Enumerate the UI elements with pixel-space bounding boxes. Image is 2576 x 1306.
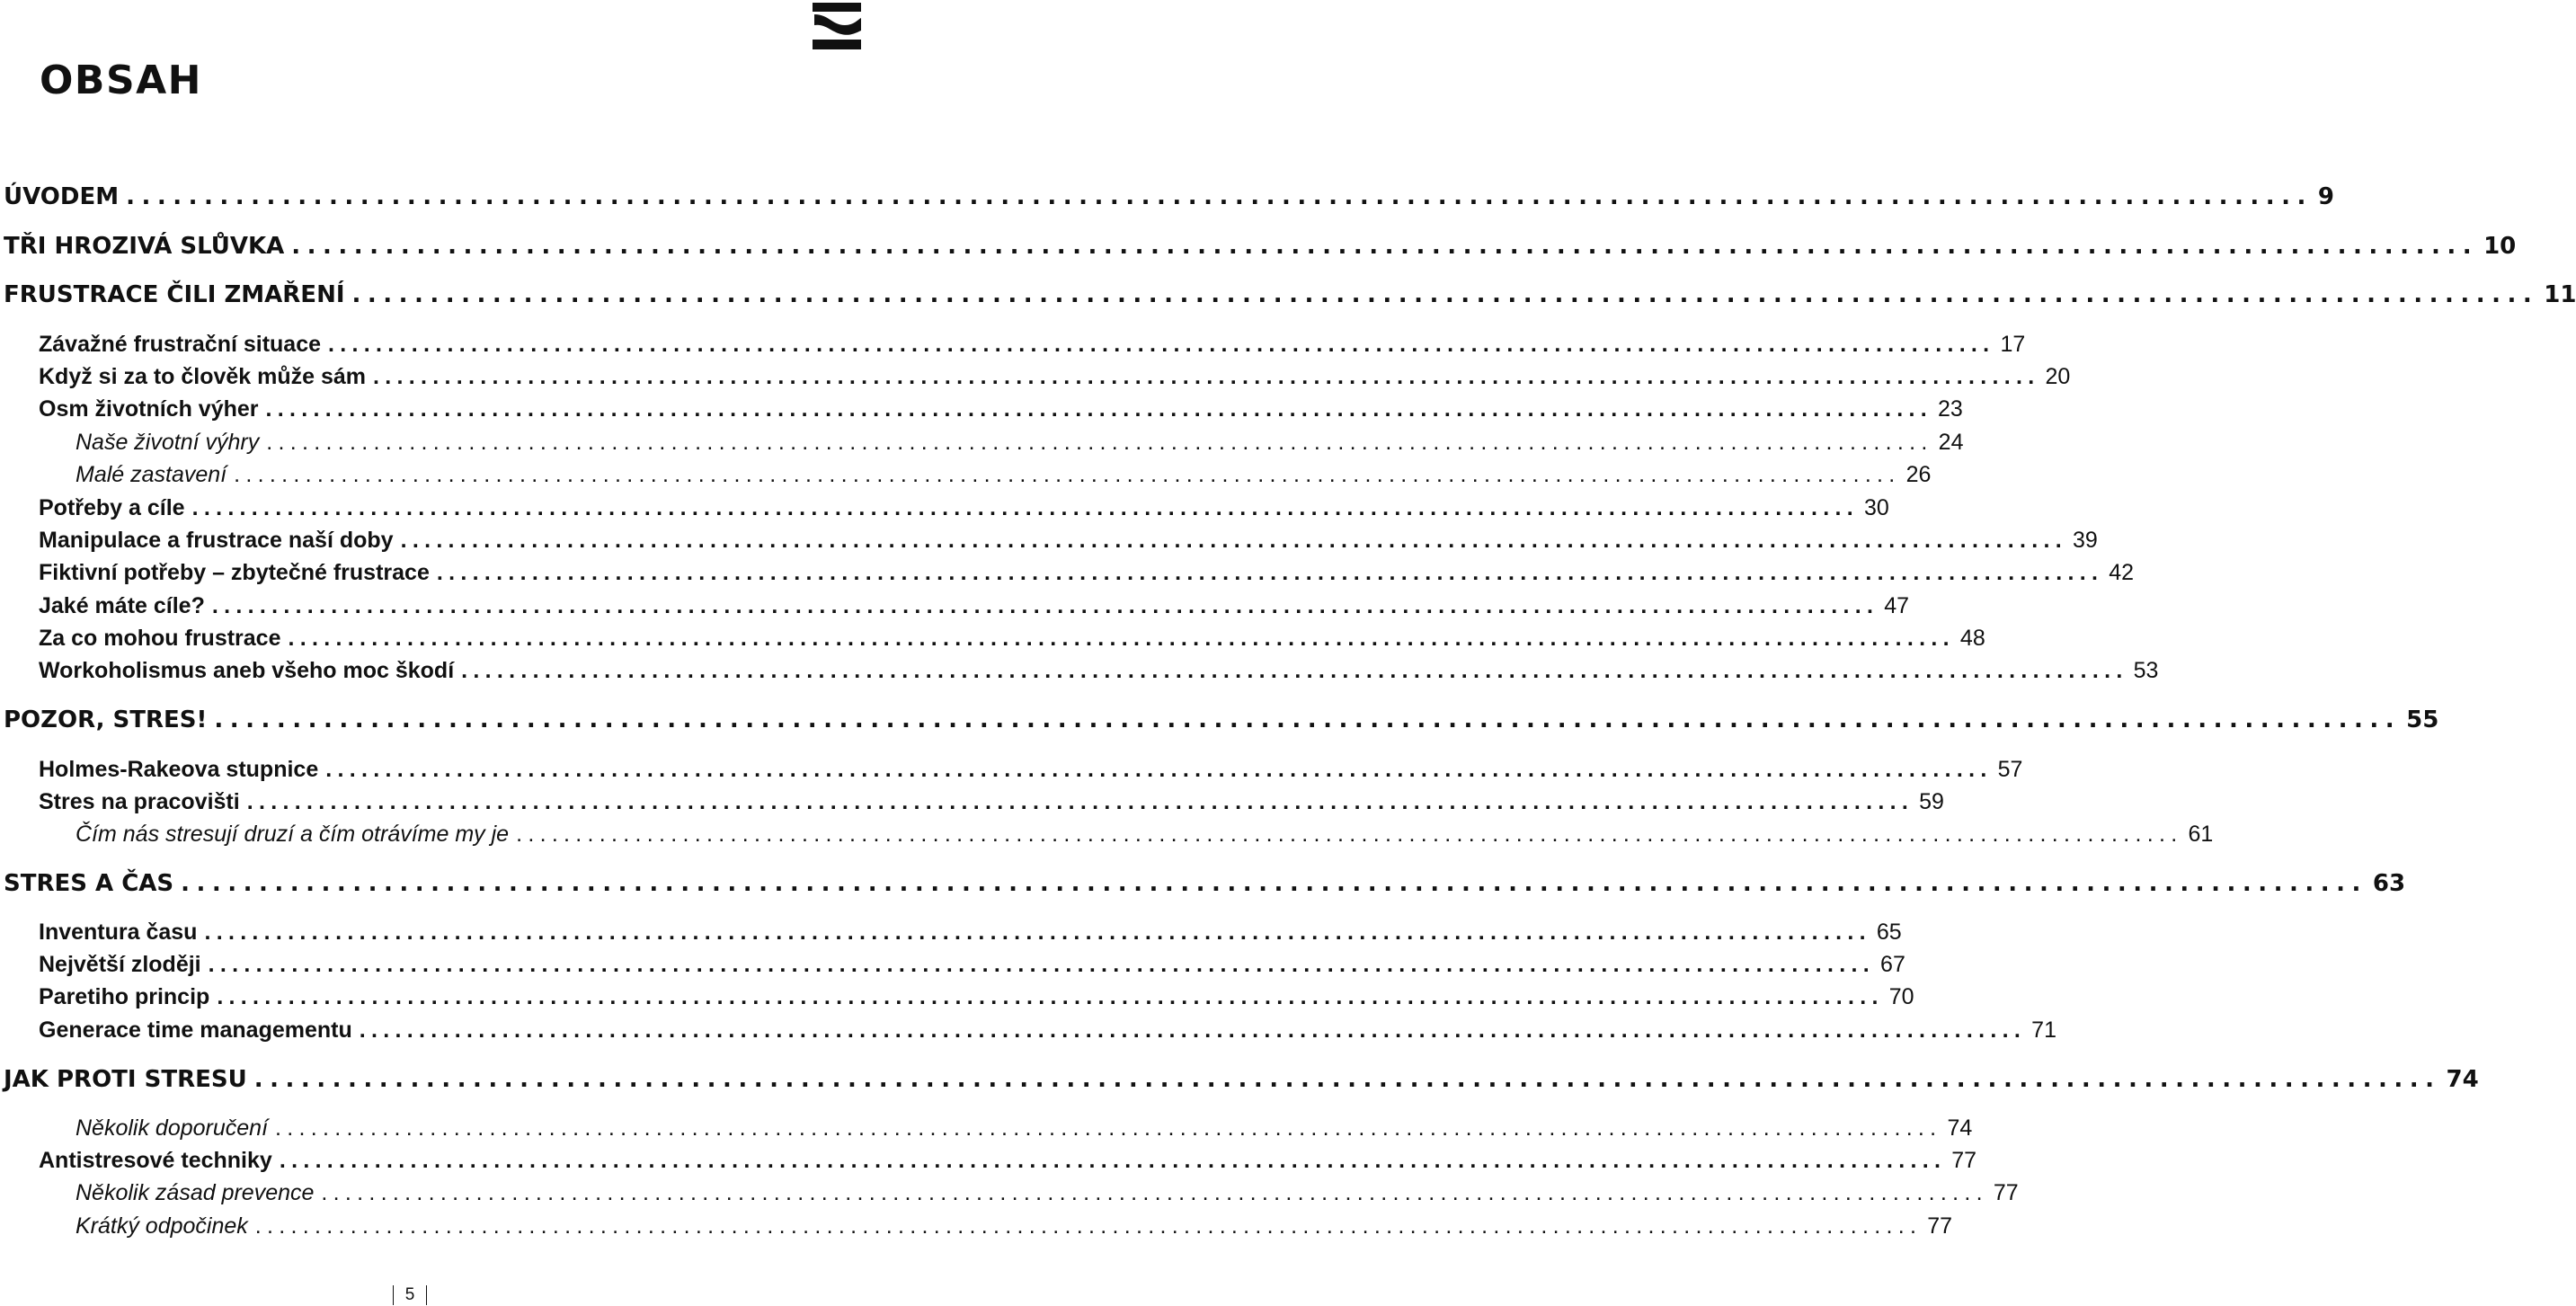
toc-entry <box>0 560 2135 592</box>
toc-entry <box>0 870 2406 902</box>
toc-entry <box>0 822 2214 854</box>
toc-entry-title: TŘI HROZIVÁ SLŮVKA <box>4 233 285 260</box>
toc-entry-title: Největší zloději <box>39 952 201 977</box>
dot-leader: ............................................................................................................................................ <box>291 233 2479 260</box>
toc-entry-page: 20 <box>2045 364 2071 389</box>
toc-entry <box>0 1066 2479 1098</box>
toc-entry-page: 77 <box>1993 1180 2019 1205</box>
toc-entry <box>0 757 2023 789</box>
toc-entry-title: Stres na pracovišti <box>39 789 240 814</box>
toc-entry-title: Inventura času <box>39 920 198 945</box>
dot-leader: ............................................................................................................................................ <box>246 789 1914 814</box>
toc-entry <box>0 281 2576 314</box>
dot-leader: ............................................................................................................................................ <box>328 332 1995 357</box>
dot-leader: ............................................................................................................................................ <box>461 658 2128 683</box>
toc-entry-page: 67 <box>1880 952 1905 977</box>
toc-entry <box>0 984 1914 1017</box>
dot-leader: ............................................................................................................................................ <box>373 364 2040 389</box>
dot-leader: ............................................................................................................................................ <box>279 1148 1947 1173</box>
dot-leader: ............................................................................................................................................ <box>214 706 2402 733</box>
toc-entry-page: 11 <box>2544 281 2576 308</box>
dot-leader: ............................................................................................................................................ <box>359 1017 2027 1043</box>
toc-entry <box>0 1148 1977 1180</box>
toc-entry-title: Naše životní výhry <box>76 430 260 455</box>
toc-entry-page: 57 <box>1997 757 2023 782</box>
toc-entry-title: Závažné frustrační situace <box>39 332 322 357</box>
dot-leader: ............................................................................................................................................ <box>204 920 1871 945</box>
dot-leader: ............................................................................................................................................ <box>126 183 2313 210</box>
dot-leader: ............................................................................................................................................ <box>254 1213 1923 1239</box>
toc-entry-title: Generace time managementu <box>39 1017 352 1043</box>
toc-entry-page: 63 <box>2372 870 2406 897</box>
toc-entry-title: POZOR, STRES! <box>4 706 208 733</box>
toc-entry-title: Antistresové techniky <box>39 1148 272 1173</box>
page-number: 5 <box>393 1285 427 1305</box>
dot-leader: ............................................................................................................................................ <box>181 870 2367 897</box>
dot-leader: ............................................................................................................................................ <box>253 1066 2441 1093</box>
toc-entry-title: Krátký odpočinek <box>76 1213 248 1239</box>
dot-leader: ............................................................................................................................................ <box>275 1115 1942 1141</box>
toc-entry-page: 23 <box>1937 396 1963 422</box>
toc-entry-page: 74 <box>1947 1115 1973 1141</box>
toc-entry-page: 74 <box>2446 1066 2479 1093</box>
toc-entry <box>0 183 2334 216</box>
dot-leader: ............................................................................................................................................ <box>234 462 1901 487</box>
toc-entry <box>0 920 1902 952</box>
dot-leader: ............................................................................................................................................ <box>400 528 2067 553</box>
dot-leader: ............................................................................................................................................ <box>208 952 1876 977</box>
toc-entry <box>0 658 2159 690</box>
dot-leader: ............................................................................................................................................ <box>351 281 2539 308</box>
toc-entry <box>0 706 2439 739</box>
toc-entry-title: Osm životních výher <box>39 396 259 422</box>
toc-entry-page: 77 <box>1927 1213 1953 1239</box>
toc-entry <box>0 626 1985 658</box>
dot-leader: ............................................................................................................................................ <box>288 626 1955 651</box>
toc-entry-title: STRES A ČAS <box>4 870 174 897</box>
dot-leader: ............................................................................................................................................ <box>321 1180 1988 1205</box>
toc-entry-page: 53 <box>2133 658 2159 683</box>
toc-entry-page: 77 <box>1951 1148 1977 1173</box>
toc-entry-page: 61 <box>2188 822 2214 847</box>
toc-entry-page: 65 <box>1876 920 1902 945</box>
toc-entry <box>0 233 2517 265</box>
toc-entry-page: 24 <box>1938 430 1964 455</box>
dot-leader: ............................................................................................................................................ <box>266 430 1933 455</box>
toc-entry-title: Potřeby a cíle <box>39 495 185 520</box>
toc-entry <box>0 495 1889 528</box>
toc-entry <box>0 396 1963 429</box>
toc-entry-page: 47 <box>1884 593 1910 618</box>
toc-entry <box>0 952 1905 984</box>
toc-entry-title: Paretiho princip <box>39 984 210 1009</box>
toc-entry-title: Za co mohou frustrace <box>39 626 281 651</box>
dot-leader: ............................................................................................................................................ <box>217 984 1884 1009</box>
dot-leader: ............................................................................................................................................ <box>191 495 1859 520</box>
toc-entry-title: Několik doporučení <box>76 1115 269 1141</box>
toc-entry-title: Malé zastavení <box>76 462 227 487</box>
toc-entry <box>0 789 1944 822</box>
page-title: OBSAH <box>40 58 203 103</box>
toc-entry <box>0 430 1964 462</box>
toc-entry-page: 59 <box>1919 789 1944 814</box>
toc-entry-title: Workoholismus aneb všeho moc škodí <box>39 658 455 683</box>
toc-entry <box>0 364 2071 396</box>
toc-entry-title: Čím nás stresují druzí a čím otrávíme my je <box>76 822 510 847</box>
toc-entry-page: 10 <box>2483 233 2517 260</box>
toc-entry-title: Manipulace a frustrace naší doby <box>39 528 394 553</box>
toc-entry-page: 70 <box>1888 984 1914 1009</box>
toc-entry-page: 71 <box>2031 1017 2056 1043</box>
toc-entry <box>0 593 1910 626</box>
toc-entry <box>0 1115 1973 1148</box>
dot-leader: ............................................................................................................................................ <box>211 593 1879 618</box>
toc-entry <box>0 462 1932 494</box>
toc-entry-title: Jaké máte cíle? <box>39 593 205 618</box>
dot-leader: ............................................................................................................................................ <box>436 560 2104 585</box>
toc-entry <box>0 528 2098 560</box>
toc-entry-title: Fiktivní potřeby – zbytečné frustrace <box>39 560 430 585</box>
toc-entry-page: 26 <box>1905 462 1932 487</box>
dot-leader: ............................................................................................................................................ <box>516 822 2183 847</box>
dot-leader: ............................................................................................................................................ <box>265 396 1932 422</box>
toc-entry-title: Když si za to člověk může sám <box>39 364 367 389</box>
toc-entry-page: 42 <box>2109 560 2135 585</box>
toc-entry-title: JAK PROTI STRESU <box>4 1066 247 1093</box>
toc-entry <box>0 1213 1953 1246</box>
toc-entry-page: 9 <box>2317 183 2334 210</box>
toc-entry-page: 30 <box>1864 495 1889 520</box>
toc-entry-title: Několik zásad prevence <box>76 1180 315 1205</box>
toc-entry-page: 17 <box>2000 332 2026 357</box>
toc-entry <box>0 1017 2056 1050</box>
toc-entry-title: Holmes-Rakeova stupnice <box>39 757 319 782</box>
toc-entry-title: ÚVODEM <box>4 183 120 210</box>
toc-entry-page: 39 <box>2073 528 2098 553</box>
toc-entry <box>0 332 2026 364</box>
toc-entry-page: 48 <box>1959 626 1985 651</box>
toc-entry <box>0 1180 2019 1213</box>
toc-entry-page: 55 <box>2406 706 2439 733</box>
toc-entry-title: FRUSTRACE ČILI ZMAŘENÍ <box>4 281 345 308</box>
dot-leader: ............................................................................................................................................ <box>325 757 1993 782</box>
